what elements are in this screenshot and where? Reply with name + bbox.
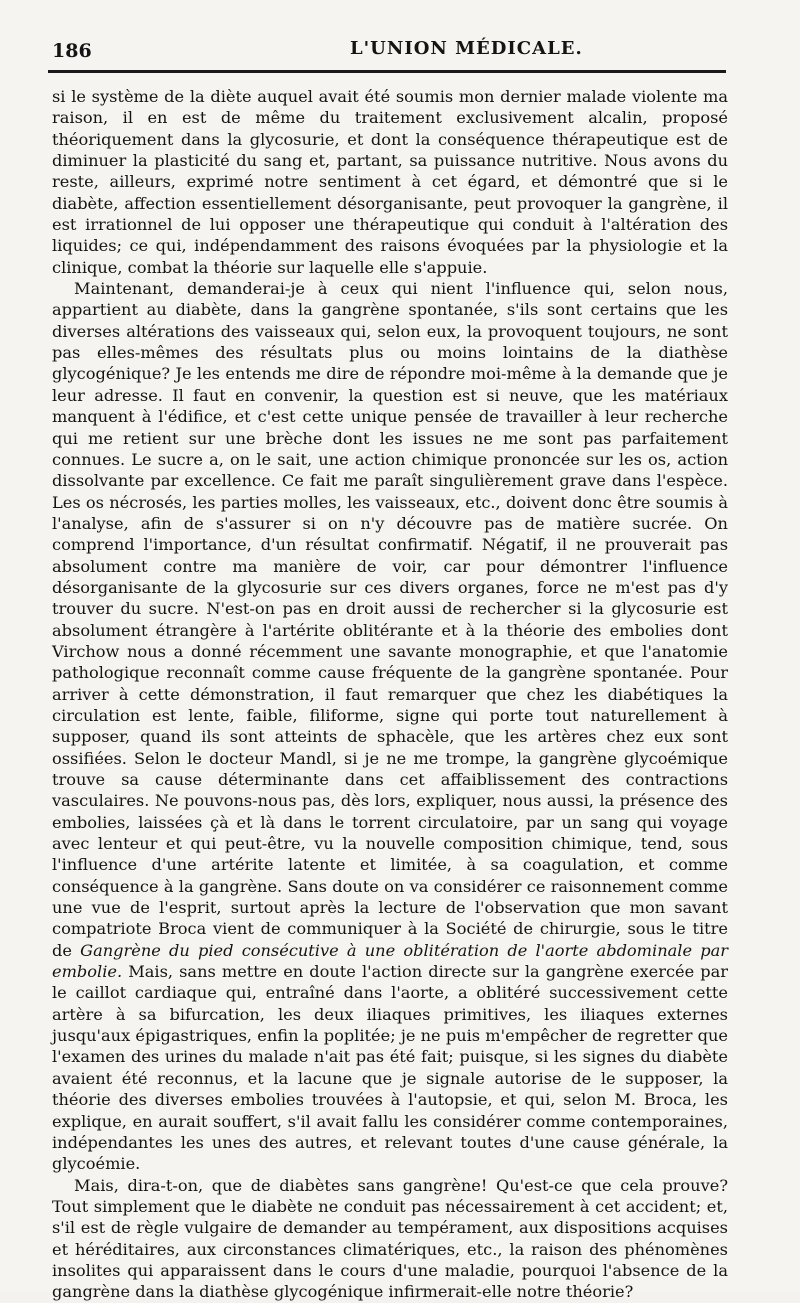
header-rule xyxy=(48,70,726,73)
paragraph-3 xyxy=(52,1175,728,1303)
paragraph-2-italic-title: Gangrène du pied consécutive à une oblitération de l'aorte abdominale par embolie. xyxy=(52,940,728,982)
body-text xyxy=(52,86,728,1303)
paragraph-2-text-after: Mais, sans mettre en doute l'action directe sur la gangrène exercée par le caillot cardiaque qui, entraîné dans l'aorte, a oblitéré successivement cette artère à sa bifurcation, les deux iliaques primitives, les iliaques externes jusqu'aux épigastriques, enfin la poplitée; je ne puis m'empêcher de regretter que l'examen des urines du malade n'ait pas été fait; puisque, si les signes du diabète avaient été reconnus, et la lacune que je signale autorise de le supposer, la théorie des diverses embolies trouvées à l'autopsie, et qui, selon M. Broca, les explique, en aurait souffert, s'il avait fallu les considérer comme contemporaines, indépendantes les unes des autres, et relevant toutes d'une cause générale, la glycoémie. xyxy=(52,962,728,1174)
page-number: 186 xyxy=(52,40,92,62)
paragraph-2-text: Maintenant, demanderai-je à ceux qui nient l'influence qui, selon nous, appartient au diabète, dans la gangrène spontanée, s'ils sont certains que les diverses altérations des vaisseaux qui, selon eux, la provoquent toujours, ne sont pas elles-mêmes des résultats plus ou moins lointains de la diathèse glycogénique? Je les entends me dire de répondre moi-même à la demande que je leur adresse. Il faut en convenir, la question est si neuve, que les matériaux manquent à l'édifice, et c'est cette unique pensée de travailler à leur recherche qui me retient sur une brèche dont les issues ne me sont pas parfaitement connues. Le sucre a, on le sait, une action chimique prononcée sur les os, action dissolvante par excellence. Ce fait me paraît singulièrement grave dans l'espèce. Les os nécrosés, les parties molles, les vaisseaux, etc., doivent donc être soumis à l'analyse, afin de s'assurer si on n'y découvre pas de matière sucrée. On comprend l'importance, d'un résultat confirmatif. Négatif, il ne prouverait pas absolument contre ma manière de voir, car pour démontrer l'influence désorganisante de la glycosurie sur ces divers organes, force ne m'est pas d'y trouver du sucre. N'est-on pas en droit aussi de rechercher si la glycosurie est absolument étrangère à l'artérite oblitérante et à la théorie des embolies dont Virchow nous a donné récemment une savante monographie, et que l'anatomie pathologique reconnaît comme cause fréquente de la gangrène spontanée. Pour arriver à cette démonstration, il faut remarquer que chez les diabétiques la circulation est lente, faible, filiforme, signe qui porte tout naturellement à supposer, quand ils sont atteints de sphacèle, que les artères chez eux sont ossifiées. Selon le docteur Mandl, si je ne me trompe, la gangrène glycoémique trouve sa cause déterminante dans cet affaiblissement des contractions vasculaires. Ne pouvons-nous pas, dès lors, expliquer, nous aussi, la présence des embolies, laissées çà et là dans le torrent circulatoire, par un sang qui voyage avec lenteur et qui peut-être, vu la nouvelle composition chimique, tend, sous l'influence d'une artérite latente et limitée, à sa coagulation, et comme conséquence à la gangrène. Sans doute on va considérer ce raisonnement comme une vue de l'esprit, surtout après la lecture de l'observation que mon savant compatriote Broca vient de communiquer à la Société de chirurgie, sous le titre de xyxy=(52,279,728,960)
paragraph-1 xyxy=(52,86,728,278)
running-title: L'UNION MÉDICALE. xyxy=(350,38,583,59)
paragraph-3-text: Mais, dira-t-on, que de diabètes sans gangrène! Qu'est-ce que cela prouve? Tout simplement que le diabète ne conduit pas nécessairement à cet accident; et, s'il est de règle vulgaire de demander au tempérament, aux dispositions acquises et héréditaires, aux circonstances climatériques, etc., la raison des phénomènes insolites qui apparaissent dans le cours d'une maladie, pourquoi l'absence de la gangrène dans la diathèse glycogénique infirmerait-elle notre théorie? xyxy=(52,1175,728,1302)
page-header xyxy=(50,34,740,68)
paragraph-1-text: si le système de la diète auquel avait été soumis mon dernier malade violente ma raison, il en est de même du traitement exclusivement alcalin, proposé théoriquement dans la glycosurie, et dont la conséquence thérapeutique est de diminuer la plasticité du sang et, partant, sa puissance nutritive. Nous avons du reste, ailleurs, exprimé notre sentiment à cet égard, et démontré que si le diabète, affection essentiellement désorganisante, peut provoquer la gangrène, il est irrationnel de lui opposer une thérapeutique qui conduit à l'altération des liquides; ce qui, indépendamment des raisons évoquées par la physiologie et la clinique, combat la théorie sur laquelle elle s'appuie. xyxy=(52,87,728,277)
paragraph-2 xyxy=(52,278,728,1174)
